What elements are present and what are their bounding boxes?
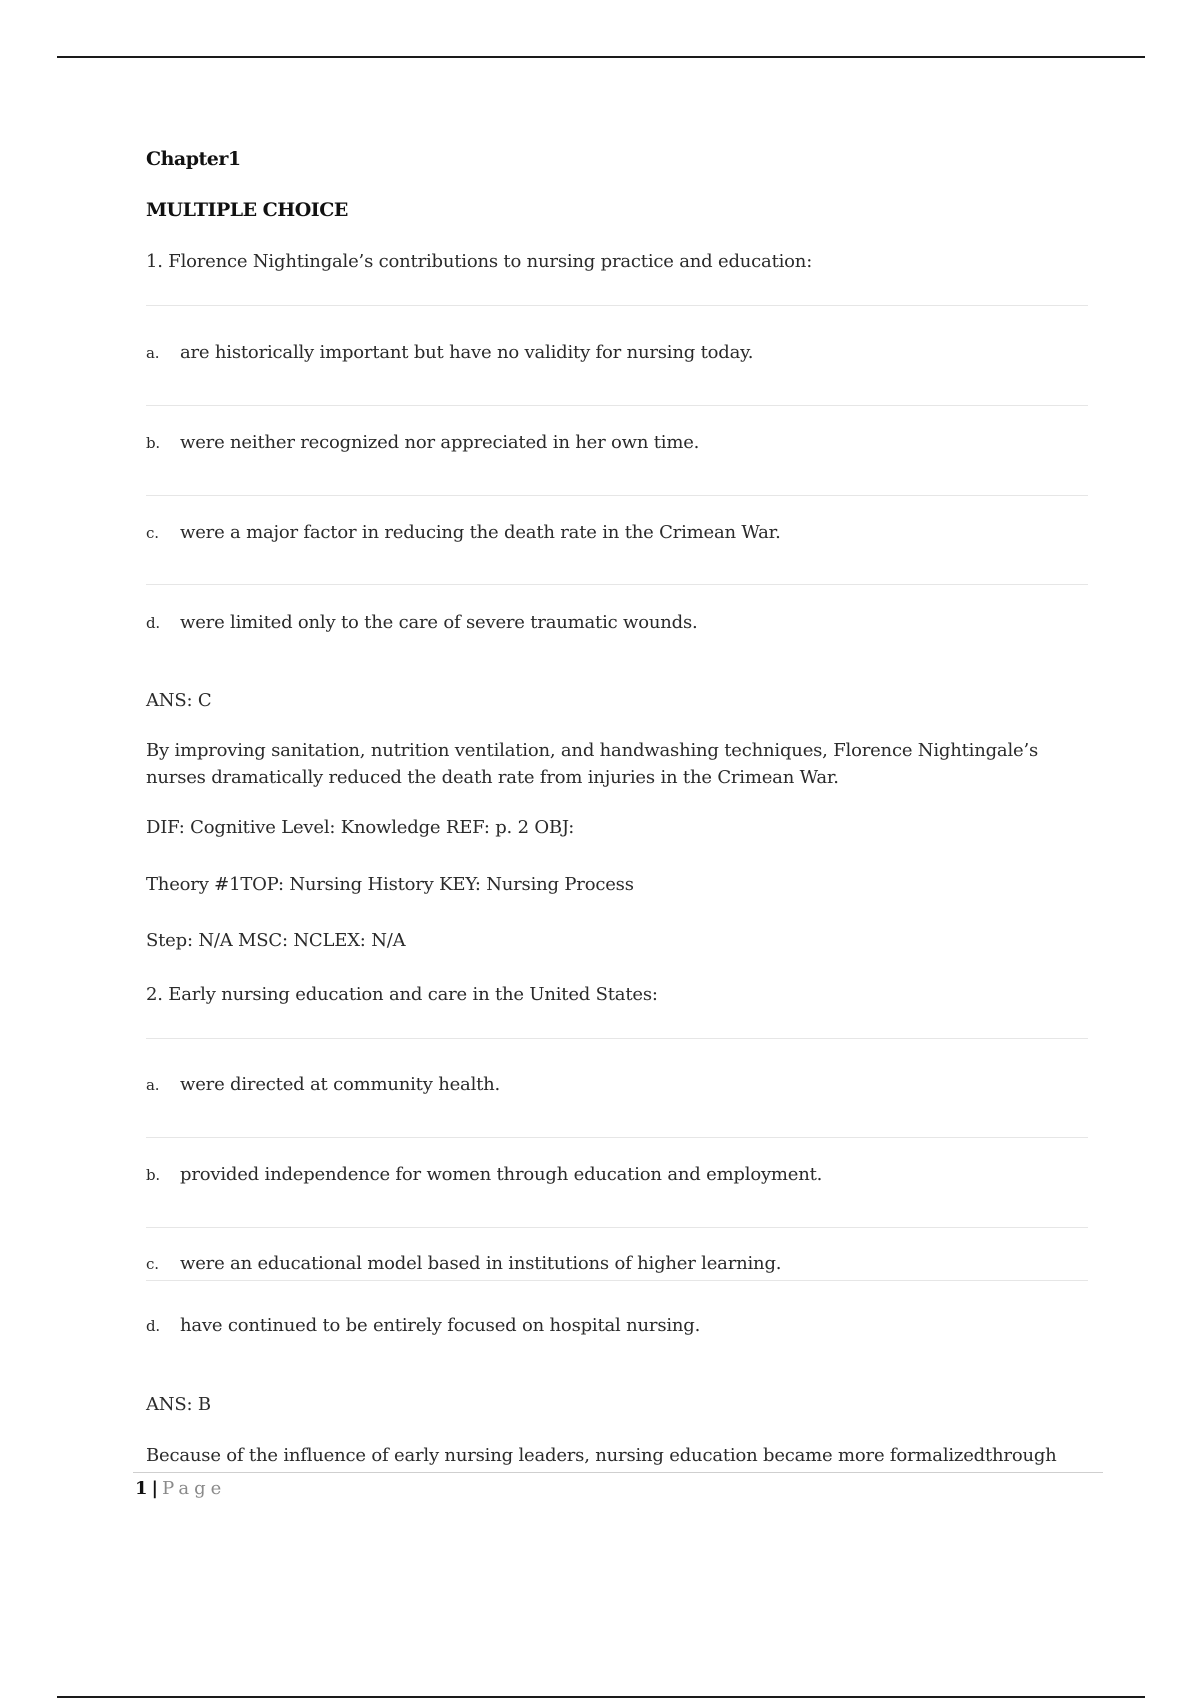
option-separator bbox=[146, 584, 1088, 585]
question-2-answer: ANS: B bbox=[146, 1394, 211, 1415]
option-text: provided independence for women through education and employment. bbox=[180, 1164, 823, 1185]
option-text: were neither recognized nor appreciated in her own time. bbox=[180, 432, 700, 453]
option-text: are historically important but have no validity for nursing today. bbox=[180, 342, 754, 363]
option-separator bbox=[146, 305, 1088, 306]
option-text: were directed at community health. bbox=[180, 1074, 501, 1095]
question-1-stem: 1. Florence Nightingale’s contributions to nursing practice and education: bbox=[146, 251, 813, 272]
option-text: were an educational model based in institutions of higher learning. bbox=[180, 1253, 782, 1274]
top-rule bbox=[57, 56, 1145, 58]
option-separator bbox=[146, 495, 1088, 496]
question-1-option-d bbox=[146, 612, 1088, 633]
question-2-rationale: Because of the influence of early nursing leaders, nursing education became more formalizedthrough bbox=[146, 1445, 1057, 1466]
option-separator bbox=[146, 405, 1088, 406]
option-text: have continued to be entirely focused on hospital nursing. bbox=[180, 1315, 701, 1336]
question-1-meta-difficulty: DIF: Cognitive Level: Knowledge REF: p. 2 OBJ: bbox=[146, 817, 575, 838]
question-2-stem: 2. Early nursing education and care in the United States: bbox=[146, 984, 658, 1005]
option-letter: b. bbox=[146, 1166, 160, 1184]
option-letter: a. bbox=[146, 344, 160, 362]
chapter-title: Chapter1 bbox=[146, 148, 241, 170]
option-letter: b. bbox=[146, 434, 160, 452]
option-separator bbox=[146, 1280, 1088, 1281]
option-separator bbox=[146, 1038, 1088, 1039]
question-2-option-b bbox=[146, 1164, 1088, 1185]
question-2-option-c bbox=[146, 1253, 1088, 1274]
question-1-rationale: By improving sanitation, nutrition ventilation, and handwashing techniques, Florence Nightingale’s nurses dramatically reduced the death rate from injuries in the Crimean War. bbox=[146, 740, 1039, 788]
page-footer bbox=[135, 1478, 226, 1499]
option-letter: c. bbox=[146, 524, 159, 542]
option-text: were limited only to the care of severe traumatic wounds. bbox=[180, 612, 698, 633]
option-letter: a. bbox=[146, 1076, 160, 1094]
option-text: were a major factor in reducing the death rate in the Crimean War. bbox=[180, 522, 781, 543]
question-1-answer: ANS: C bbox=[146, 690, 212, 711]
page-number: 1 bbox=[135, 1478, 148, 1499]
option-letter: c. bbox=[146, 1255, 159, 1273]
footer-separator: | bbox=[151, 1478, 159, 1499]
question-2-option-a bbox=[146, 1074, 1088, 1095]
question-1-option-b bbox=[146, 432, 1088, 453]
question-1-option-c bbox=[146, 522, 1088, 543]
page-label: Page bbox=[162, 1478, 227, 1499]
footer-rule bbox=[133, 1472, 1103, 1473]
option-letter: d. bbox=[146, 614, 160, 632]
question-2-option-d bbox=[146, 1315, 1088, 1336]
option-separator bbox=[146, 1137, 1088, 1138]
question-1-meta-nclex: Step: N/A MSC: NCLEX: N/A bbox=[146, 930, 406, 951]
question-1-option-a bbox=[146, 342, 1088, 363]
question-1-meta-topic: Theory #1TOP: Nursing History KEY: Nursing Process bbox=[146, 874, 634, 895]
option-letter: d. bbox=[146, 1317, 160, 1335]
option-separator bbox=[146, 1227, 1088, 1228]
section-heading: MULTIPLE CHOICE bbox=[146, 199, 348, 221]
bottom-rule bbox=[57, 1696, 1145, 1698]
